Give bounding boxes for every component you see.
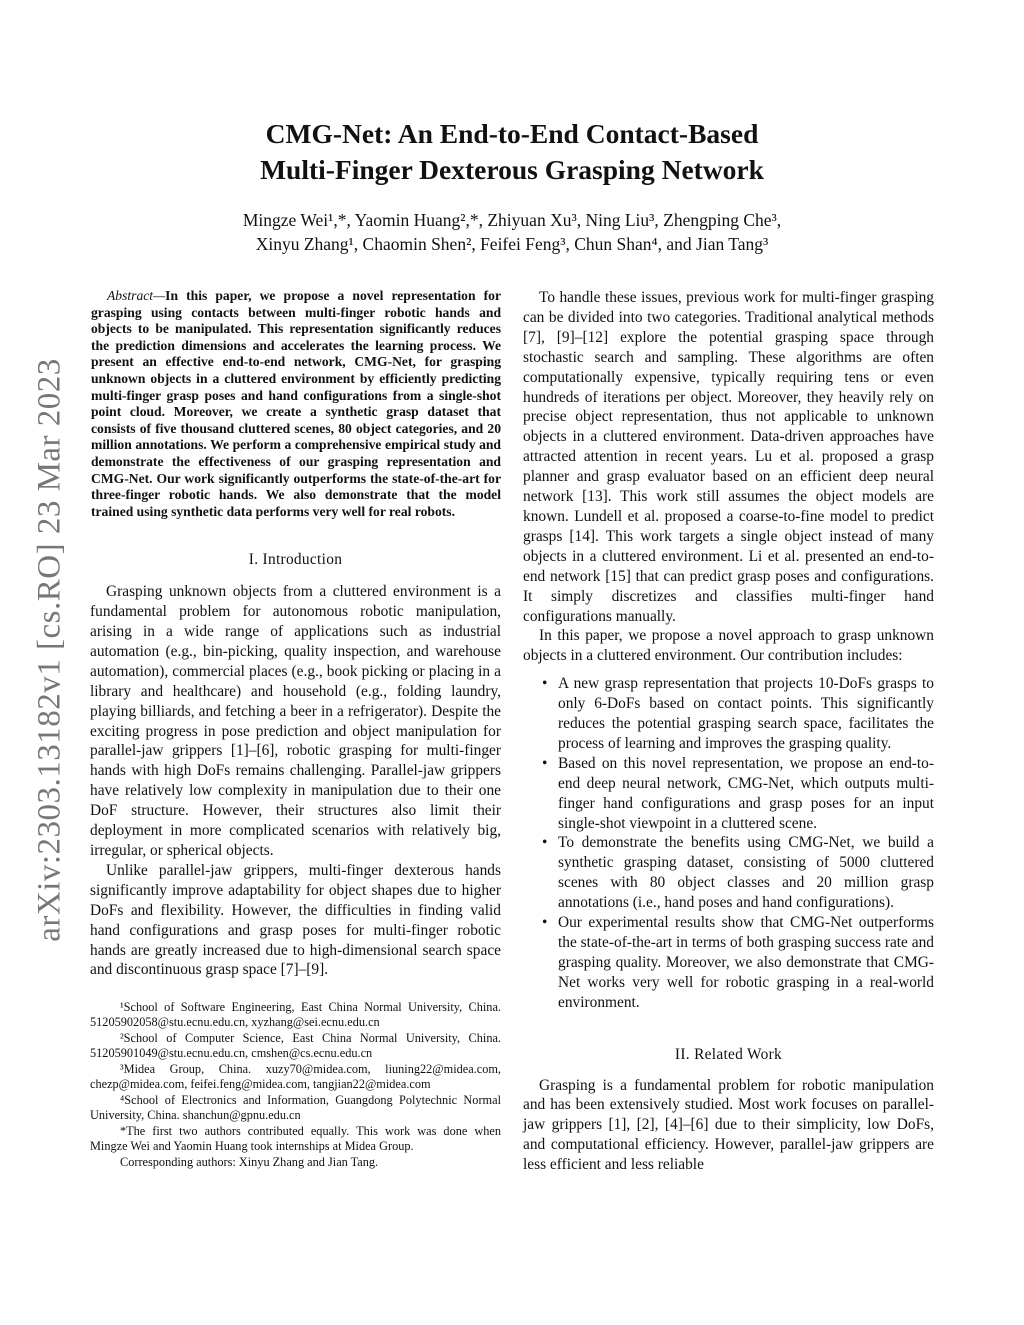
title-line-1: CMG-Net: An End-to-End Contact-Based — [265, 118, 759, 149]
footnotes — [90, 1000, 501, 1170]
intro-paragraph-2: Unlike parallel-jaw grippers, multi-finger dexterous hands significantly improve adaptability for object shapes due to higher DoFs and flexibility. However, the difficulties in finding valid hand configurations and grasp poses for multi-finger robotic hands are greatly increased due to high-dimensional search space and discontinuous grasp space [7]–[9]. — [90, 861, 501, 979]
left-column — [90, 288, 501, 1171]
contribution-text: Our experimental results show that CMG-Net outperforms the state-of-the-art in terms of both grasping success rate and grasping quality. Moreover, we also demonstrate that CMG-Net works very well for robotic grasping in a real-world environment. — [558, 914, 934, 1011]
bullet-icon: • — [542, 914, 548, 932]
contribution-text: To demonstrate the benefits using CMG-Net, we build a synthetic grasping dataset, consisting of 5000 cluttered scenes with 80 object classes and 20 million grasp annotations (i.e., hand poses and hand configurations). — [558, 834, 934, 912]
title-line-2: Multi-Finger Dexterous Grasping Network — [260, 154, 764, 185]
bullet-icon: • — [542, 675, 548, 693]
authors-line-1: Mingze Wei¹,*, Yaomin Huang²,*, Zhiyuan Xu³, Ning Liu³, Zhengping Che³, — [242, 210, 782, 230]
contribution-text: Based on this novel representation, we propose an end-to-end deep neural network, CMG-Net, which outputs multi-finger hand configurations and grasp poses for an input single-shot viewpoint in a cluttered scene. — [558, 754, 934, 832]
contribution-text: A new grasp representation that projects 10-DoFs grasps to only 6-DoFs based on contact points. This significantly reduces the potential grasping search space, facilitates the process of learning and improves the grasping quality. — [558, 675, 934, 752]
footnote-affiliation-4: ⁴School of Electronics and Information, Guangdong Polytechnic Normal University, China. shanchun@gpnu.edu.cn — [90, 1093, 501, 1123]
abstract-lead: Abstract— — [107, 288, 166, 303]
list-item — [523, 913, 934, 1013]
motivation-paragraph: To handle these issues, previous work for multi-finger grasping can be divided into two categories. Traditional analytical methods [7], [9]–[12] explore the potential grasping space through stochastic search and sampling. These algorithms are often computationally expensive, typically requiring tens or even hundreds of iterations per object. Moreover, they heavily rely on precise object representation, thus not applicable to unknown objects in a cluttered environment. Data-driven approaches have attracted attention in recent years. Lu et al. proposed a grasp planner and grasp evaluator based on an efficient deep neural network [13]. This work still assumes the object models are known. Lundell et al. proposed a coarse-to-fine model to predict grasps [14]. This work targets a single object instead of many objects in a cluttered environment. Li et al. presented an end-to-end network [15] that can predict grasp poses and configurations. It simply discretizes and classifies multi-finger hand configurations manually. — [523, 289, 934, 625]
contribution-list — [523, 674, 934, 1012]
paper-title — [150, 116, 874, 188]
bullet-icon: • — [542, 754, 548, 772]
arxiv-identifier-text: arXiv:2303.13182v1 [cs.RO] 23 Mar 2023 — [31, 358, 68, 942]
authors-line-2: Xinyu Zhang¹, Chaomin Shen², Feifei Feng³, Chun Shan⁴, and Jian Tang³ — [255, 234, 769, 254]
arxiv-side-identifier — [28, 350, 72, 950]
contribution-intro-paragraph: In this paper, we propose a novel approach to grasp unknown objects in a cluttered environment. Our contribution includes: — [523, 627, 934, 665]
section-heading-related-work: II. Related Work — [674, 1045, 783, 1063]
author-list — [140, 208, 884, 256]
footnote-affiliation-1: ¹School of Software Engineering, East China Normal University, China. 51205902058@stu.ecnu.edu.cn, xyzhang@sei.ecnu.edu.cn — [90, 1000, 501, 1030]
right-column — [523, 288, 934, 1175]
list-item — [523, 754, 934, 834]
footnote-equal-contribution: *The first two authors contributed equally. This work was done when Mingze Wei and Yaomin Huang took internships at Midea Group. — [90, 1124, 501, 1154]
list-item — [523, 674, 934, 754]
footnote-corresponding-authors: Corresponding authors: Xinyu Zhang and Jian Tang. — [120, 1155, 379, 1170]
list-item — [523, 833, 934, 913]
footnote-affiliation-3: ³Midea Group, China. xuzy70@midea.com, liuning22@midea.com, chezp@midea.com, feifei.feng@midea.com, tangjian22@midea.com — [90, 1062, 501, 1092]
section-heading-introduction: I. Introduction — [248, 551, 343, 569]
abstract-body: In this paper, we propose a novel representation for grasping using contacts between multi-finger robotic hands and objects to be manipulated. This representation significantly reduces the prediction dimensions and accelerates the learning process. We present an effective end-to-end network, CMG-Net, for grasping unknown objects in a cluttered environment by efficiently predicting multi-finger grasp poses and hand configurations from a single-shot point cloud. Moreover, we create a synthetic grasp dataset that consists of five thousand cluttered scenes, 80 object categories, and 20 million annotations. We perform a comprehensive empirical study and demonstrate the effectiveness of our grasping representation and CMG-Net. Our work significantly outperforms the state-of-the-art for three-finger robotic hands. We also demonstrate that the model trained using synthetic data performs very well for real robots. — [91, 288, 501, 519]
intro-paragraph-1: Grasping unknown objects from a cluttered environment is a fundamental problem for autonomous robotic manipulation, arising in a wide range of applications such as industrial automation (e.g., bin-picking, quality inspection, and warehouse automation), commercial places (e.g., book picking or placing in a library and healthcare) and household (e.g., folding laundry, playing billiards, and fetching a beer in a refrigerator). Despite the exciting progress in pose prediction and object manipulation for parallel-jaw grippers [1]–[6], robotic grasping for multi-finger hands with high DoFs remains challenging. Parallel-jaw grippers have relatively low complexity in manipulation due to their one DoF structure. However, their structures also limit their deployment in more complicated scenarios with relatively big, irregular, or spherical objects. — [90, 583, 501, 859]
footnote-affiliation-2: ²School of Computer Science, East China Normal University, China. 51205901049@stu.ecnu.edu.cn, cmshen@cs.ecnu.edu.cn — [90, 1031, 501, 1061]
related-work-paragraph: Grasping is a fundamental problem for robotic manipulation and has been extensively studied. Most work focuses on parallel-jaw grippers [1], [2], [4]–[6] due to their simplicity, low DoFs, and computational efficiency. However, parallel-jaw grippers are less efficient and less reliable — [523, 1076, 934, 1174]
bullet-icon: • — [542, 834, 548, 852]
abstract — [91, 288, 501, 520]
